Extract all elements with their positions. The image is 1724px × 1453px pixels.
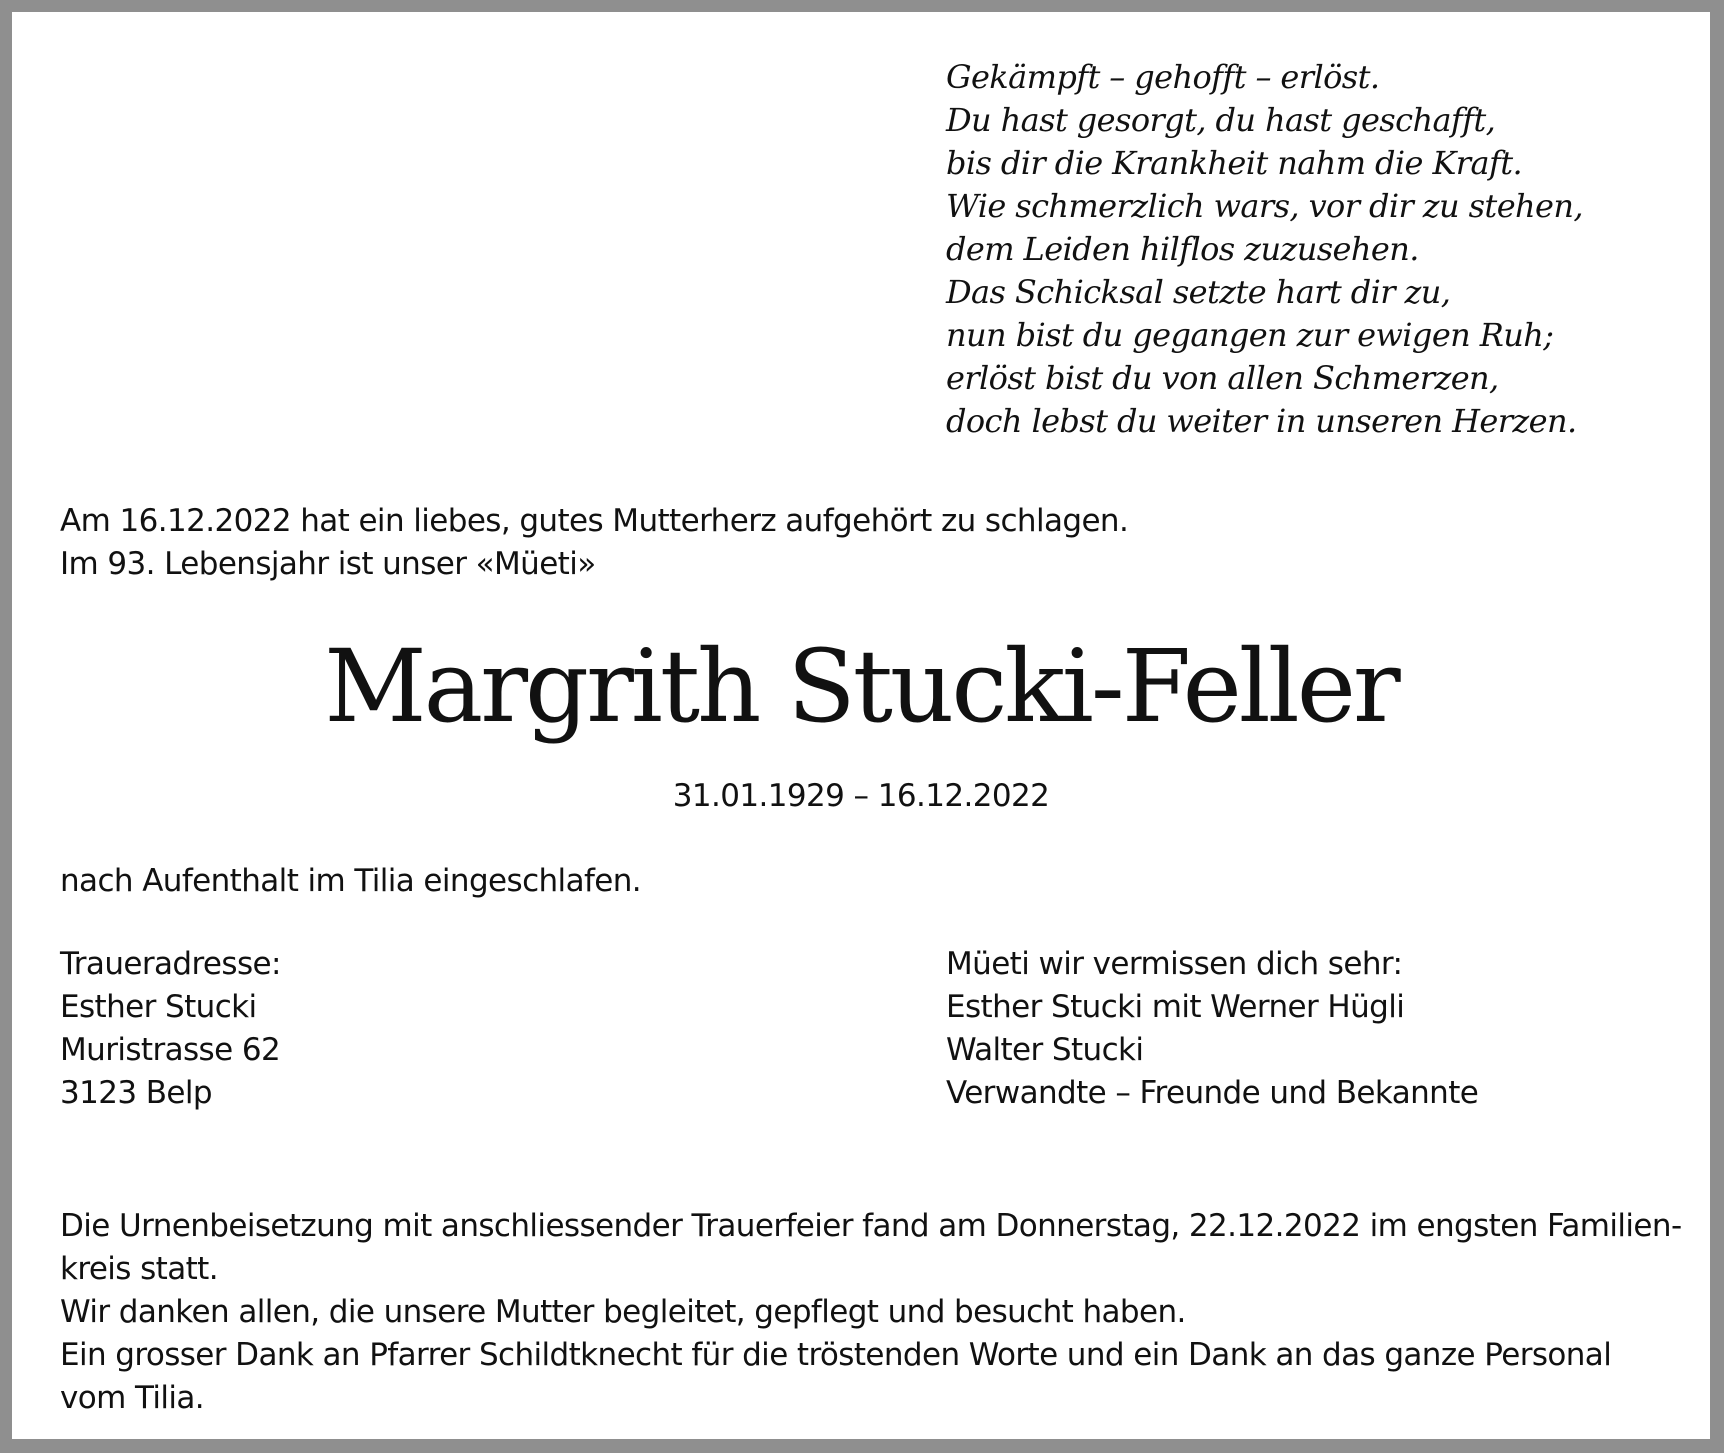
mourners-line: Müeti wir vermissen dich sehr: [946,946,1403,982]
mourners-line: Esther Stucki mit Werner Hügli [946,989,1405,1025]
life-dates: 31.01.1929 – 16.12.2022 [672,778,1050,814]
poem-line: Wie schmerzlich wars, vor dir zu stehen, [946,187,1583,225]
poem-line: Das Schicksal setzte hart dir zu, [946,273,1451,311]
deceased-name: Margrith Stucki-Feller [324,628,1398,745]
poem-line: nun bist du gegangen zur ewigen Ruh; [946,316,1554,354]
poem-line: Gekämpft – gehofft – erlöst. [946,58,1380,96]
address-line: 3123 Belp [60,1075,212,1111]
mourners-line: Verwandte – Freunde und Bekannte [946,1075,1479,1111]
mourners-line: Walter Stucki [946,1032,1144,1068]
poem-line: doch lebst du weiter in unseren Herzen. [946,402,1577,440]
closing-line: Wir danken allen, die unsere Mutter begleitet, gepflegt und besucht haben. [60,1294,1186,1330]
poem-line: Du hast gesorgt, du hast geschafft, [946,101,1496,139]
intro-line: Im 93. Lebensjahr ist unser «Müeti» [60,546,596,582]
intro-text [60,500,1128,586]
intro-line: Am 16.12.2022 hat ein liebes, gutes Mutterherz aufgehört zu schlagen. [60,503,1129,539]
closing-text [60,1205,1682,1420]
obituary-page [12,12,1710,1439]
poem-line: erlöst bist du von allen Schmerzen, [946,359,1499,397]
closing-line: Ein grosser Dank an Pfarrer Schildtknecht für die tröstenden Worte und ein Dank an das ganze Personal [60,1337,1612,1373]
after-name-text: nach Aufenthalt im Tilia eingeschlafen. [60,863,642,899]
poem [946,56,1583,443]
closing-line: Die Urnenbeisetzung mit anschliessender Trauerfeier fand am Donnerstag, 22.12.2022 im engsten Familien- [60,1208,1682,1244]
closing-line: kreis statt. [60,1251,218,1287]
poem-line: bis dir die Krankheit nahm die Kraft. [946,144,1523,182]
mourning-address [60,943,281,1115]
mourners-list [946,943,1478,1115]
address-line: Esther Stucki [60,989,257,1025]
poem-line: dem Leiden hilflos zuzusehen. [946,230,1419,268]
closing-line: vom Tilia. [60,1380,205,1416]
address-line: Traueradresse: [60,946,281,982]
address-line: Muristrasse 62 [60,1032,281,1068]
